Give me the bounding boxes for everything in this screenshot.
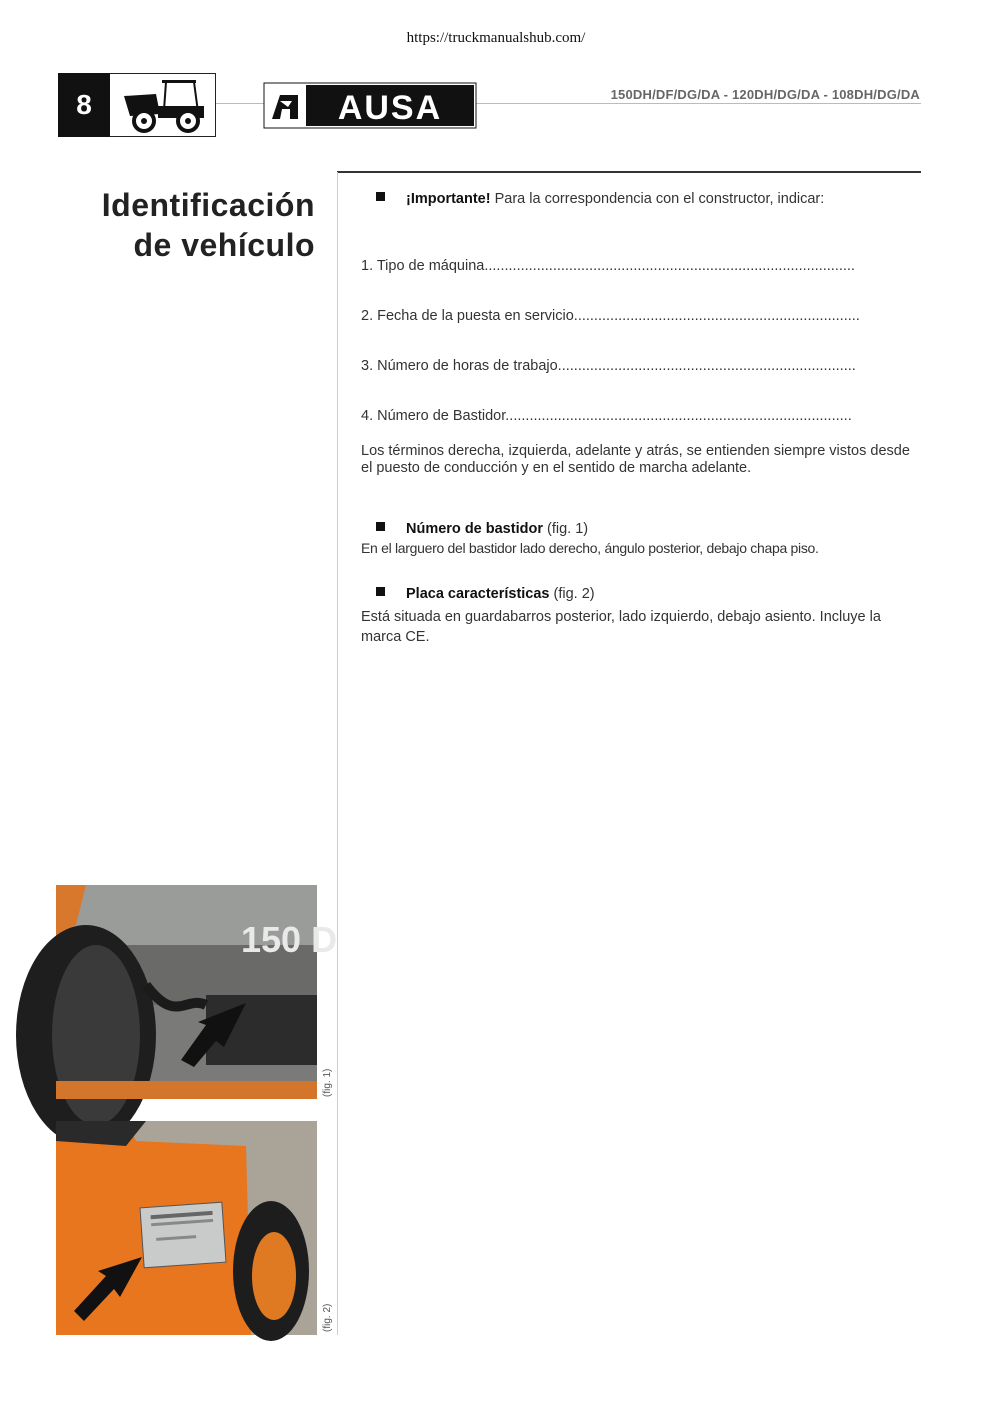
- ausa-logo: [264, 83, 476, 128]
- figure-1-caption: (fig. 1): [322, 1068, 333, 1097]
- section-title-line2: de vehículo: [133, 227, 315, 263]
- list-item-2: 2. Fecha de la puesta en servicio.......................................................................: [361, 308, 860, 324]
- important-text: Para la correspondencia con el constructor, indicar:: [490, 191, 825, 207]
- source-url: https://truckmanualshub.com/: [406, 30, 586, 46]
- bullet-square-icon: [376, 522, 385, 531]
- content-top-rule: [337, 171, 921, 173]
- terms-paragraph: Los términos derecha, izquierda, adelante y atrás, se entienden siempre vistos desde el puesto de conducción y en el sentido de marcha adelante.: [361, 443, 910, 476]
- list-item-3: 3. Número de horas de trabajo..........................................................................: [361, 358, 856, 374]
- svg-text:AUSA: AUSA: [337, 89, 443, 127]
- placa-label: Placa características: [406, 586, 550, 602]
- bullet-square-icon: [376, 587, 385, 596]
- bastidor-label: Número de bastidor: [406, 521, 543, 537]
- figure-2-caption: (fig. 2): [322, 1303, 333, 1332]
- important-note: [360, 191, 920, 207]
- placa-text: Está situada en guardabarros posterior, lado izquierdo, debajo asiento. Incluye la marca CE.: [361, 609, 881, 645]
- bullet-square-icon: [376, 192, 385, 201]
- important-label: ¡Importante!: [406, 191, 491, 207]
- header-rule-right: [476, 103, 921, 104]
- placa-ref: (fig. 2): [549, 586, 595, 602]
- bastidor-ref: (fig. 1): [542, 521, 589, 537]
- page-number: 8: [58, 73, 110, 137]
- bastidor-heading: [360, 521, 920, 537]
- header-rule-left: [216, 103, 266, 104]
- placa-heading: [360, 586, 920, 602]
- figure-1-stamp: 150 D: [241, 919, 338, 960]
- bastidor-text: En el larguero del bastidor lado derecho, ángulo posterior, debajo chapa piso.: [361, 540, 819, 556]
- dumper-truck-icon: [114, 76, 214, 134]
- section-title-line1: Identificación: [101, 187, 315, 223]
- model-list: 150DH/DF/DG/DA - 120DH/DG/DA - 108DH/DG/DA: [610, 87, 920, 102]
- figure-2-photo: [56, 1121, 317, 1335]
- list-item-4: 4. Número de Bastidor......................................................................................: [361, 408, 852, 424]
- section-title: [60, 185, 315, 265]
- list-item-1: 1. Tipo de máquina............................................................................................: [361, 258, 855, 274]
- column-divider: [337, 172, 338, 1335]
